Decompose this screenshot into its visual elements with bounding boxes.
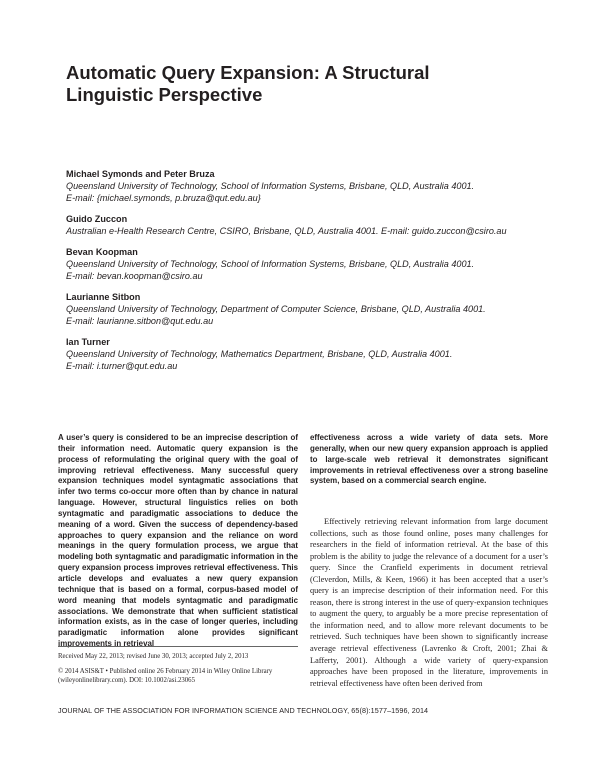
abstract-column-1: A user’s query is considered to be an imprecise description of their information need. Automatic query expansion is the process of reformulating the original query with the goal of improving retrieval effectiveness. Many successful query expansion techniques model syntagmatic associations that infer two terms co-occur more often than by chance in natural language. However, structural linguistics relies on both syntagmatic and paradigmatic associations to deduce the meaning of a word. Given the success of dependency-based approaches to query expansion and the reliance on word meanings in the query formulation process, we argue that modeling both syntagmatic and paradigmatic information in the query expansion process improves retrieval effectiveness. This article develops and evaluates a new query expansion technique that is based on a formal, corpus-based model of word meaning that models syntagmatic and paradigmatic associations. We demonstrate that when sufficient statistical information exists, as in the case of longer queries, including paradigmatic information alone provides significant improvements in retrieval (58, 433, 298, 649)
author-affiliation: Queensland University of Technology, School of Information Systems, Brisbane, QLD, Australia 4001. (66, 181, 475, 191)
author-name: Bevan Koopman (66, 247, 138, 257)
author-name: Laurianne Sitbon (66, 292, 141, 302)
author-list (66, 168, 546, 381)
author-name: Ian Turner (66, 337, 110, 347)
author-block (66, 213, 546, 237)
intro-paragraph: Effectively retrieving relevant information from large document collections, such as those found online, poses many challenges for researchers in the field of information retrieval. At the base of this problem is the ability to judge the relevance of a document for a user’s query. Since the Cranfield experiments in document retrieval (Cleverdon, Mills, & Keen, 1966) it has been accepted that a user’s query is an imprecise description of their information need. For this reason, there is strong interest in the use of query-expansion techniques to augment the query, to arguably be a more precise representation of the information need, and to allow more relevant documents to be retrieved. Such techniques have been shown to significantly increase average retrieval effectiveness (Lavrenko & Croft, 2001; Zhai & Lafferty, 2001). Although a wide variety of query-expansion approaches have been proposed in the literature, improvements in retrieval effectiveness have often been derived from (310, 517, 548, 688)
author-block (66, 336, 546, 372)
paper-title-line-1: Automatic Query Expansion: A Structural (66, 62, 430, 83)
footnote-divider (58, 646, 298, 647)
author-email[interactable]: E-mail: {michael.symonds, p.bruza@qut.edu.au} (66, 193, 261, 203)
author-affiliation: Queensland University of Technology, Mathematics Department, Brisbane, QLD, Australia 4001. (66, 349, 453, 359)
abstract-column-2: effectiveness across a wide variety of data sets. More generally, when our new query expansion approach is applied to large-scale web retrieval it demonstrates significant improvements in retrieval effectiveness over a strong baseline system, based on a commercial search engine. (310, 433, 548, 486)
author-name: Michael Symonds and Peter Bruza (66, 169, 215, 179)
author-block (66, 168, 546, 204)
paper-title-line-2: Linguistic Perspective (66, 84, 263, 105)
author-email[interactable]: E-mail: laurianne.sitbon@qut.edu.au (66, 316, 214, 326)
author-affiliation: Australian e-Health Research Centre, CSIRO, Brisbane, QLD, Australia 4001. E-mail: guido.zuccon@csiro.au (66, 226, 507, 236)
author-email[interactable]: E-mail: i.turner@qut.edu.au (66, 361, 178, 371)
paper-title (66, 62, 536, 106)
author-block (66, 246, 546, 282)
journal-footer: JOURNAL OF THE ASSOCIATION FOR INFORMATION SCIENCE AND TECHNOLOGY, 65(8):1577–1596, 2014 (58, 706, 429, 715)
author-affiliation: Queensland University of Technology, Department of Computer Science, Brisbane, QLD, Australia 4001. (66, 304, 486, 314)
received-dates: Received May 22, 2013; revised June 30, 2013; accepted July 2, 2013 (58, 653, 249, 660)
author-email[interactable]: E-mail: bevan.koopman@csiro.au (66, 271, 203, 281)
author-block (66, 291, 546, 327)
introduction (310, 516, 548, 689)
copyright-notice: © 2014 ASIS&T • Published online 26 February 2014 in Wiley Online Library (wileyonlinelibrary.com). DOI: 10.1002/asi.23065 (58, 668, 273, 684)
author-name: Guido Zuccon (66, 214, 128, 224)
author-affiliation: Queensland University of Technology, School of Information Systems, Brisbane, QLD, Australia 4001. (66, 259, 475, 269)
